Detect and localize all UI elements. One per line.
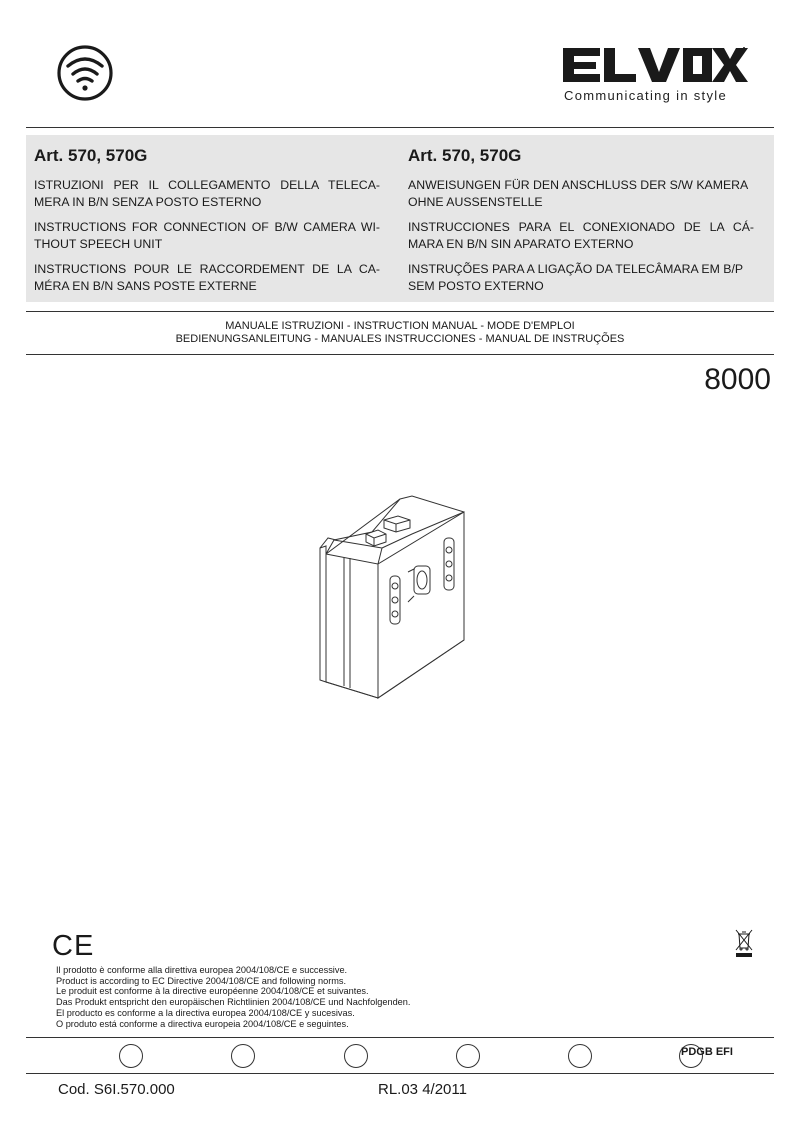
footer-bottom-divider xyxy=(26,1073,774,1074)
footer-top-divider xyxy=(26,1037,774,1038)
instructions-en: INSTRUCTIONS FOR CONNECTION OF B/W CAMERA WI- THOUT SPEECH UNIT xyxy=(34,220,380,251)
language-circle xyxy=(231,1044,255,1068)
language-circle xyxy=(456,1044,480,1068)
title-panel xyxy=(26,135,774,302)
compliance-statements xyxy=(56,965,410,1029)
instructions-pt: INSTRUÇÕES PARA A LIGAÇÃO DA TELECÂMARA EM B/P SEM POSTO EXTERNO xyxy=(408,262,743,293)
language-circle xyxy=(344,1044,368,1068)
wireless-signal-icon xyxy=(56,44,114,102)
language-codes: PDGB EFI xyxy=(681,1046,733,1058)
instructions-es: INSTRUCCIONES PARA EL CONEXIONADO DE LA CÁ- MARA EN B/N SIN APARATO EXTERNO xyxy=(408,220,754,251)
model-number: 8000 xyxy=(704,363,771,396)
camera-module-illustration xyxy=(316,494,468,700)
document-code: Cod. S6I.570.000 xyxy=(58,1081,175,1098)
instructions-de: ANWEISUNGEN FÜR DEN ANSCHLUSS DER S/W KAMERA OHNE AUSSENSTELLE xyxy=(408,178,748,209)
compliance-de: Das Produkt entspricht den europäischen Richtlinien 2004/108/CE und Nachfolgenden. xyxy=(56,997,411,1008)
instructions-fr: INSTRUCTIONS POUR LE RACCORDEMENT DE LA CA- MÉRA EN B/N SANS POSTE EXTERNE xyxy=(34,262,380,293)
manual-languages-line1: MANUALE ISTRUZIONI - INSTRUCTION MANUAL - MODE D'EMPLOI xyxy=(225,320,575,332)
compliance-en: Product is according to EC Directive 2004/108/CE and following norms. xyxy=(56,975,347,986)
manual-divider xyxy=(26,354,774,355)
brand-tagline: Communicating in style xyxy=(564,88,727,103)
compliance-it: Il prodotto è conforme alla direttiva europea 2004/108/CE e successive. xyxy=(56,965,348,975)
compliance-pt: O produto está conforme a directiva europeia 2004/108/CE e seguintes. xyxy=(56,1018,349,1029)
language-circle xyxy=(119,1044,143,1068)
compliance-es: El producto es conforme a la directiva europea 2004/108/CE y sucesivas. xyxy=(56,1007,355,1018)
elvox-logo xyxy=(560,46,748,86)
document-revision: RL.03 4/2011 xyxy=(378,1081,467,1098)
manual-languages-line2: BEDIENUNGSANLEITUNG - MANUALES INSTRUCCIONES - MANUAL DE INSTRUÇÕES xyxy=(175,333,625,345)
title-column-left xyxy=(34,135,380,295)
ce-mark: CE xyxy=(52,930,95,962)
article-title-left: Art. 570, 570G xyxy=(34,146,148,165)
compliance-fr: Le produit est conforme à la directive européenne 2004/108/CE et suivantes. xyxy=(56,986,369,997)
title-column-right xyxy=(408,135,754,295)
panel-divider xyxy=(26,311,774,312)
language-circle xyxy=(568,1044,592,1068)
article-title-right: Art. 570, 570G xyxy=(408,146,522,165)
weee-bin-icon xyxy=(735,928,753,958)
instructions-it: ISTRUZIONI PER IL COLLEGAMENTO DELLA TELECA- MERA IN B/N SENZA POSTO ESTERNO xyxy=(34,178,380,209)
top-divider xyxy=(26,127,774,128)
